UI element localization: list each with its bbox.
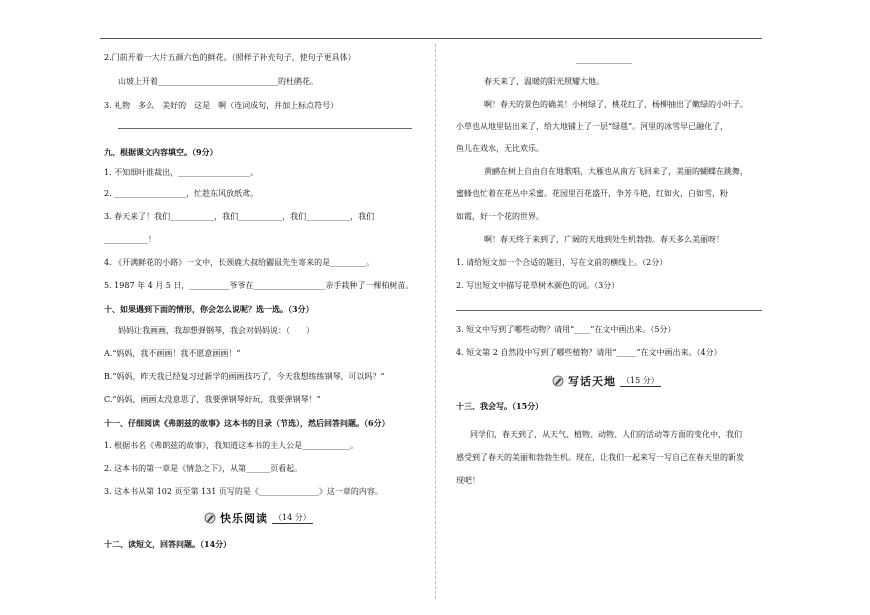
section-9-heading: 九、根据课文内容填空。（9分） <box>104 147 218 157</box>
section-9-item-3-cont: ___________！ <box>104 235 156 244</box>
passage-para-4: 啊！春天终于来到了，广阔的天地到处生机勃勃。春天多么美丽呀！ <box>484 235 724 244</box>
banner-score: （14 分） <box>274 513 311 522</box>
banner-title: 快乐阅读 <box>220 512 268 525</box>
passage-para-3-line-1: 黄鹂在树上自由自在地歌唱，大雁也从南方飞回来了，美丽的蝴蝶在跳舞， <box>484 167 748 176</box>
pencil-icon <box>552 375 564 387</box>
answer-rule[interactable] <box>456 310 762 311</box>
reading-question-1: 1. 请给短文加一个合适的题目，写在文前的横线上。（2分） <box>456 258 668 267</box>
reading-question-2: 2. 写出短文中描写花草树木颜色的词。（3分） <box>456 281 620 290</box>
passage-para-2-line-2: 小草也从地里钻出来了，给大地铺上了一层“绿毯”。河里的冰雪早已融化了， <box>456 122 729 131</box>
question-3: 3. 礼物 多么 美好的 这是 啊（连词成句，并加上标点符号） <box>104 101 339 110</box>
answer-rule[interactable] <box>118 128 412 129</box>
top-rule <box>100 38 762 39</box>
section-11-item-3: 3. 这本书从第 102 页至第 131 页写的是《_______________》这一章的内容。 <box>104 487 383 496</box>
pencil-icon <box>204 512 216 524</box>
section-9-item-5: 5. 1987 年 4 月 5 日，__________爷爷在__________________亲手栽种了一棵柏树苗。 <box>104 281 414 290</box>
question-2: 2.门前开着一大片五颜六色的鲜花。（照样子补充句子，使句子更具体） <box>104 53 356 62</box>
section-12-heading: 十二、读短文，回答问题。（14分） <box>104 539 232 549</box>
reading-question-4: 4. 短文第 2 自然段中写到了哪些植物？请用“_____”在文中画出来。（4分） <box>456 348 722 357</box>
reading-question-3: 3. 短文中写到了哪些动物？请用“____”在文中画出来。（5分） <box>456 325 676 334</box>
section-10-option-c[interactable]: C.“妈妈，画画太没意思了，我要弹钢琴好玩，我要弹钢琴！” <box>104 395 321 404</box>
passage-para-3-line-2: 蜜蜂也忙着在花丛中采蜜。花园里百花盛开，争芳斗艳，红如火，白如雪，粉 <box>456 189 728 198</box>
section-9-item-1: 1. 不知细叶谁裁出，__________________。 <box>104 168 259 177</box>
section-9-item-3: 3. 春天来了！我们___________，我们___________，我们___________，我们 <box>104 212 375 221</box>
passage-para-2-line-1: 啊！春天的景色的确美！小树绿了，桃花红了，杨柳抽出了嫩绿的小叶子。 <box>484 100 748 109</box>
section-10-option-a[interactable]: A.“妈妈，我不画画！我不愿意画画！” <box>104 349 241 358</box>
writing-prompt-line-3: 现吧！ <box>456 476 480 485</box>
writing-prompt-line-1: 同学们，春天到了，从天气、植物、动物、人们的活动等方面的变化中，我们 <box>470 430 742 439</box>
section-9-item-2: 2. __________________，忙趁东风放纸鸢。 <box>104 189 259 198</box>
section-11-item-1: 1. 根据书名《弗朗兹的故事》，我知道这本书的主人公是____________。 <box>104 441 359 450</box>
reading-banner <box>204 510 313 526</box>
section-11-item-2: 2. 这本书的第一章是《情急之下》，从第______页看起。 <box>104 464 303 473</box>
section-10-option-b[interactable]: B.“妈妈，昨天我已经复习过新学的画画技巧了，今天我想练练钢琴，可以吗？” <box>104 372 385 381</box>
section-11-heading: 十一、仔细阅读《弗朗兹的故事》这本书的目录（节选），然后回答问题。（6分） <box>104 418 390 428</box>
passage-para-2-line-3: 鱼儿在戏水，无比欢乐。 <box>456 144 544 153</box>
section-9-item-4: 4. 《开满鲜花的小路》一文中，长颈鹿大叔给鼹鼠先生寄来的是_________。 <box>104 258 375 267</box>
writing-prompt-line-2: 感受到了春天的美丽和勃勃生机。现在，让我们一起来写一写自己在春天里的新发 <box>456 453 744 462</box>
question-2-answer-line[interactable]: 山坡上开着______________________________的杜鹃花。 <box>118 77 318 86</box>
passage-para-3-line-3: 如霞，好一个花的世界。 <box>456 212 544 221</box>
passage-para-1: 春天来了，温暖的阳光照耀大地。 <box>484 77 604 86</box>
column-divider <box>435 44 436 599</box>
writing-banner <box>552 373 661 389</box>
section-13-heading: 十三、我会写。（15分） <box>456 401 544 411</box>
banner-score: （15 分） <box>622 376 659 385</box>
section-10-heading: 十、如果遇到下面的情形，你会怎么说呢？选一选。（3分） <box>104 304 314 314</box>
section-10-intro: 妈妈让我画画，我却想弹钢琴，我会对妈妈说：（ ） <box>118 326 314 335</box>
passage-title-blank[interactable]: ______________ <box>576 55 632 64</box>
banner-title: 写话天地 <box>568 375 616 388</box>
